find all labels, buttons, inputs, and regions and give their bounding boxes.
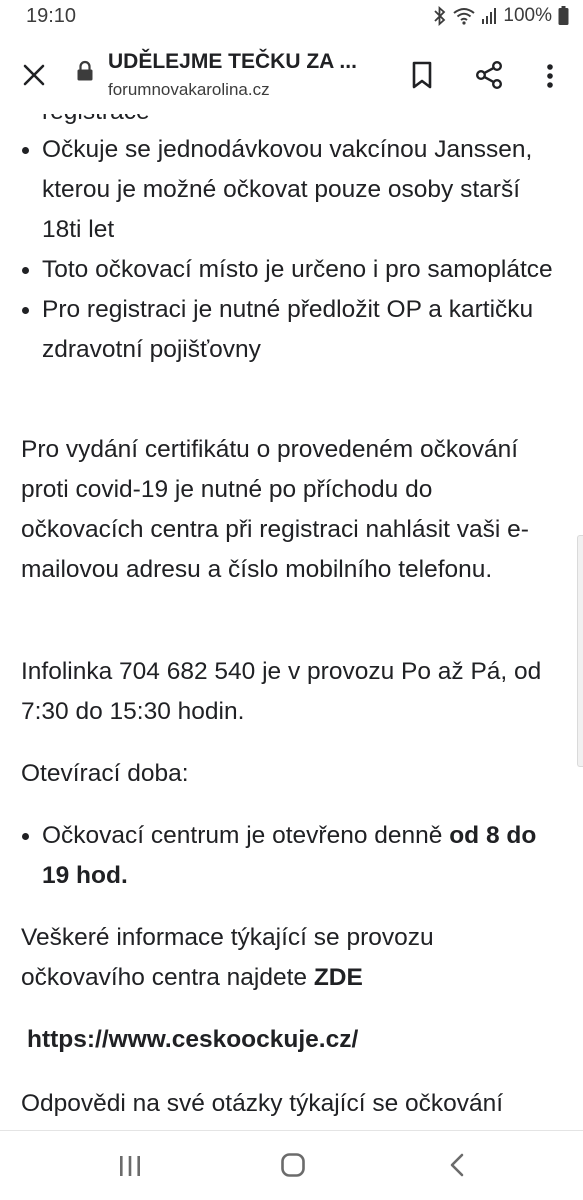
ceskoockuje-link[interactable]: https://www.ceskoockuje.cz/ [27, 1026, 359, 1053]
certificate-paragraph: Pro vydání certifikátu o provedeném očkování proti covid-19 je nutné po příchodu do očkovacích centra při registraci nahlásit vaši e-mailovou adresu a číslo mobilního telefonu. [21, 436, 529, 583]
status-icons [433, 5, 569, 27]
battery-percent: 100% [503, 5, 552, 26]
page-url[interactable]: forumnovakarolina.cz [108, 80, 270, 99]
page-title[interactable]: UDĚLEJME TEČKU ZA ... [108, 50, 357, 73]
list-item: Očkuje se jednodávkovou vakcínou Janssen, kterou je možné očkovat pouze osoby starší 18ti let [0, 130, 583, 250]
info-paragraph: Veškeré informace týkající se provozu očkovavího centra najdete ZDE [21, 924, 434, 991]
faq-paragraph: Odpovědi na své otázky týkající se očkování [21, 1090, 504, 1117]
custom-tab-toolbar [0, 34, 583, 114]
bluetooth-icon [433, 6, 447, 26]
wifi-icon [453, 7, 475, 25]
opening-heading: Otevírací doba: [21, 760, 189, 787]
signal-icon [481, 7, 497, 25]
status-bar [0, 0, 583, 34]
close-icon[interactable] [20, 61, 48, 89]
home-icon[interactable] [280, 1152, 306, 1183]
share-icon[interactable] [474, 60, 504, 90]
battery-icon [558, 6, 569, 26]
bookmark-icon[interactable] [408, 60, 436, 90]
opening-hours: od 8 do 19 hod. [42, 822, 537, 889]
bullet-icon [22, 307, 29, 314]
opening-list [0, 816, 583, 896]
scroll-handle[interactable] [577, 535, 583, 767]
bullet-icon [22, 833, 29, 840]
zde-link[interactable]: ZDE [313, 964, 363, 991]
recents-icon[interactable] [118, 1153, 142, 1184]
bullet-list [0, 130, 583, 370]
bullet-icon [22, 267, 29, 274]
system-nav-bar [0, 1131, 583, 1200]
more-vert-icon[interactable] [540, 62, 560, 90]
bullet-icon [22, 147, 29, 154]
status-time: 19:10 [26, 5, 77, 27]
infolinka-paragraph: Infolinka 704 682 540 je v provozu Po až Pá, od 7:30 do 15:30 hodin. [21, 658, 542, 725]
list-item: Očkovací centrum je otevřeno denně od 8 do 19 hod. [0, 816, 583, 896]
list-item: Pro registraci je nutné předložit OP a kartičku zdravotní pojišťovny [0, 290, 583, 370]
lock-icon [76, 60, 94, 82]
back-icon[interactable] [447, 1152, 467, 1183]
list-item: Toto očkovací místo je určeno i pro samoplátce [0, 250, 583, 290]
